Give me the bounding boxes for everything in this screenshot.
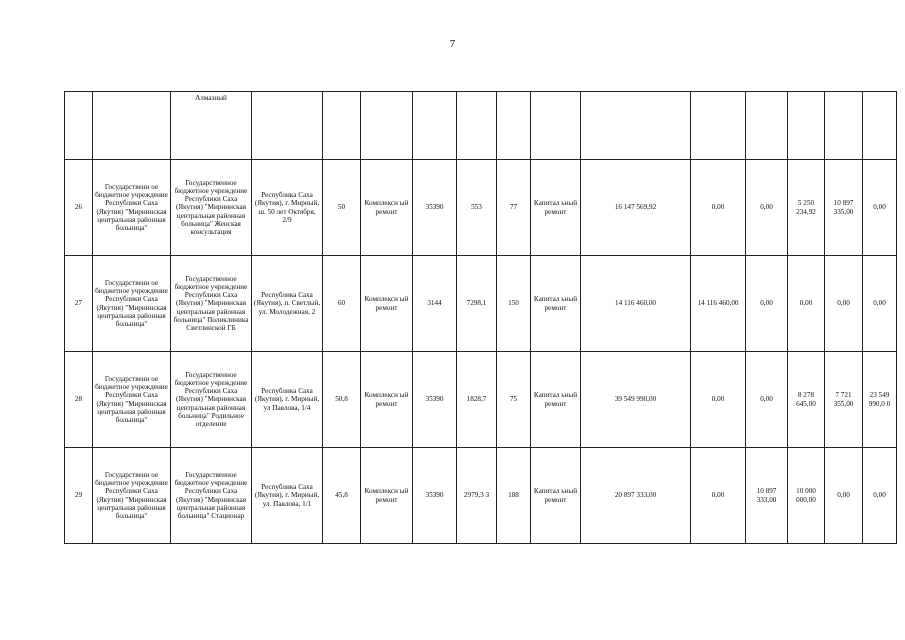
cell-type: Капитал ьный ремонт	[531, 160, 581, 256]
cell-work: Комплексн ый ремонт	[361, 352, 413, 448]
cell-address: Республика Саха (Якутия), п. Светлый, ул. Молодежная, 2	[252, 256, 323, 352]
cell-c7	[413, 92, 457, 160]
cell-c15	[825, 92, 863, 160]
cell-num: 27	[65, 256, 93, 352]
cell-type: Капитал ьный ремонт	[531, 256, 581, 352]
cell-c12: 14 116 460,00	[691, 256, 746, 352]
cell-c14: 5 250 234,92	[788, 160, 825, 256]
cell-c16: 0,00	[863, 256, 897, 352]
cell-c12: 0,00	[691, 448, 746, 544]
cell-total: 20 897 333,00	[581, 448, 691, 544]
cell-c12	[691, 92, 746, 160]
cell-work: Комплексн ый ремонт	[361, 256, 413, 352]
cell-c16: 0,00	[863, 448, 897, 544]
cell-building: Государственное бюджетное учреждение Республики Саха (Якутия) "Мирнинская центральная районная больница" Женская консультация	[171, 160, 252, 256]
cell-total: 16 147 569,92	[581, 160, 691, 256]
cell-work	[361, 92, 413, 160]
cell-c5: 50	[323, 160, 361, 256]
cell-c9: 188	[497, 448, 531, 544]
cell-c7: 35390	[413, 352, 457, 448]
cell-c16	[863, 92, 897, 160]
cell-c16: 0,00	[863, 160, 897, 256]
cell-address	[252, 92, 323, 160]
cell-type	[531, 92, 581, 160]
cell-c15: 7 721 355,00	[825, 352, 863, 448]
cell-num: 26	[65, 160, 93, 256]
cell-c7: 35390	[413, 160, 457, 256]
table-row	[65, 160, 897, 256]
cell-c15: 10 897 335,00	[825, 160, 863, 256]
cell-c7: 3144	[413, 256, 457, 352]
cell-c8: 2979,3 3	[457, 448, 497, 544]
cell-type: Капитал ьный ремонт	[531, 448, 581, 544]
cell-c14: 10 000 000,00	[788, 448, 825, 544]
cell-c7: 35390	[413, 448, 457, 544]
cell-owner: Государственн ое бюджетное учреждение Республики Саха (Якутия) "Мирнинская центральная районная больница"	[93, 160, 171, 256]
cell-num: 29	[65, 448, 93, 544]
cell-c5: 60	[323, 256, 361, 352]
cell-c12: 0,00	[691, 160, 746, 256]
continuation-row	[65, 92, 897, 160]
cell-c9: 150	[497, 256, 531, 352]
cell-c8	[457, 92, 497, 160]
cell-c15: 0,00	[825, 256, 863, 352]
cell-c9: 75	[497, 352, 531, 448]
cell-c16: 23 549 990,0 0	[863, 352, 897, 448]
cell-building: Государственное бюджетное учреждение Республики Саха (Якутия) "Мирнинская центральная районная больница" Стационар	[171, 448, 252, 544]
cell-c8: 1828,7	[457, 352, 497, 448]
cell-c13: 0,00	[746, 160, 788, 256]
cell-owner: Государственн ое бюджетное учреждение Республики Саха (Якутия) "Мирнинская центральная районная больница"	[93, 256, 171, 352]
cell-c5: 45,8	[323, 448, 361, 544]
cell-work: Комплексн ый ремонт	[361, 160, 413, 256]
cell-type: Капитал ьный ремонт	[531, 352, 581, 448]
program-table	[64, 91, 897, 544]
cell-address: Республика Саха (Якутия), г. Мирный, ш. 50 лет Октября, 2/9	[252, 160, 323, 256]
cell-total: 14 116 460,00	[581, 256, 691, 352]
cell-building: Алмазный	[171, 92, 252, 160]
cell-c9: 77	[497, 160, 531, 256]
cell-c5: 50,8	[323, 352, 361, 448]
cell-c14	[788, 92, 825, 160]
cell-total: 39 549 990,00	[581, 352, 691, 448]
cell-building: Государственное бюджетное учреждение Республики Саха (Якутия) "Мирнинская центральная районная больница" Поликлиника Светлинской ГБ	[171, 256, 252, 352]
cell-c13: 10 897 333,00	[746, 448, 788, 544]
cell-work: Комплексн ый ремонт	[361, 448, 413, 544]
cell-c9	[497, 92, 531, 160]
cell-c8: 553	[457, 160, 497, 256]
table-row	[65, 256, 897, 352]
cell-building: Государственное бюджетное учреждение Республики Саха (Якутия) "Мирнинская центральная районная больница" Родильное отделение	[171, 352, 252, 448]
cell-num: 28	[65, 352, 93, 448]
cell-c5	[323, 92, 361, 160]
page-number: 7	[449, 38, 456, 50]
cell-address: Республика Саха (Якутия), г. Мирный, ул. Павлова, 1/1	[252, 448, 323, 544]
cell-c15: 0,00	[825, 448, 863, 544]
cell-c13	[746, 92, 788, 160]
cell-c13: 0,00	[746, 256, 788, 352]
cell-owner: Государственн ое бюджетное учреждение Республики Саха (Якутия) "Мирнинская центральная районная больница"	[93, 352, 171, 448]
cell-owner: Государственн ое бюджетное учреждение Республики Саха (Якутия) "Мирнинская центральная районная больница"	[93, 448, 171, 544]
cell-c8: 7298,1	[457, 256, 497, 352]
cell-c12: 0,00	[691, 352, 746, 448]
cell-num	[65, 92, 93, 160]
cell-c13: 0,00	[746, 352, 788, 448]
cell-c14: 0,00	[788, 256, 825, 352]
cell-c14: 8 278 645,00	[788, 352, 825, 448]
table-row	[65, 352, 897, 448]
cell-owner	[93, 92, 171, 160]
cell-address: Республика Саха (Якутия), г. Мирный, ул Павлова, 1/4	[252, 352, 323, 448]
cell-total	[581, 92, 691, 160]
table-row	[65, 448, 897, 544]
